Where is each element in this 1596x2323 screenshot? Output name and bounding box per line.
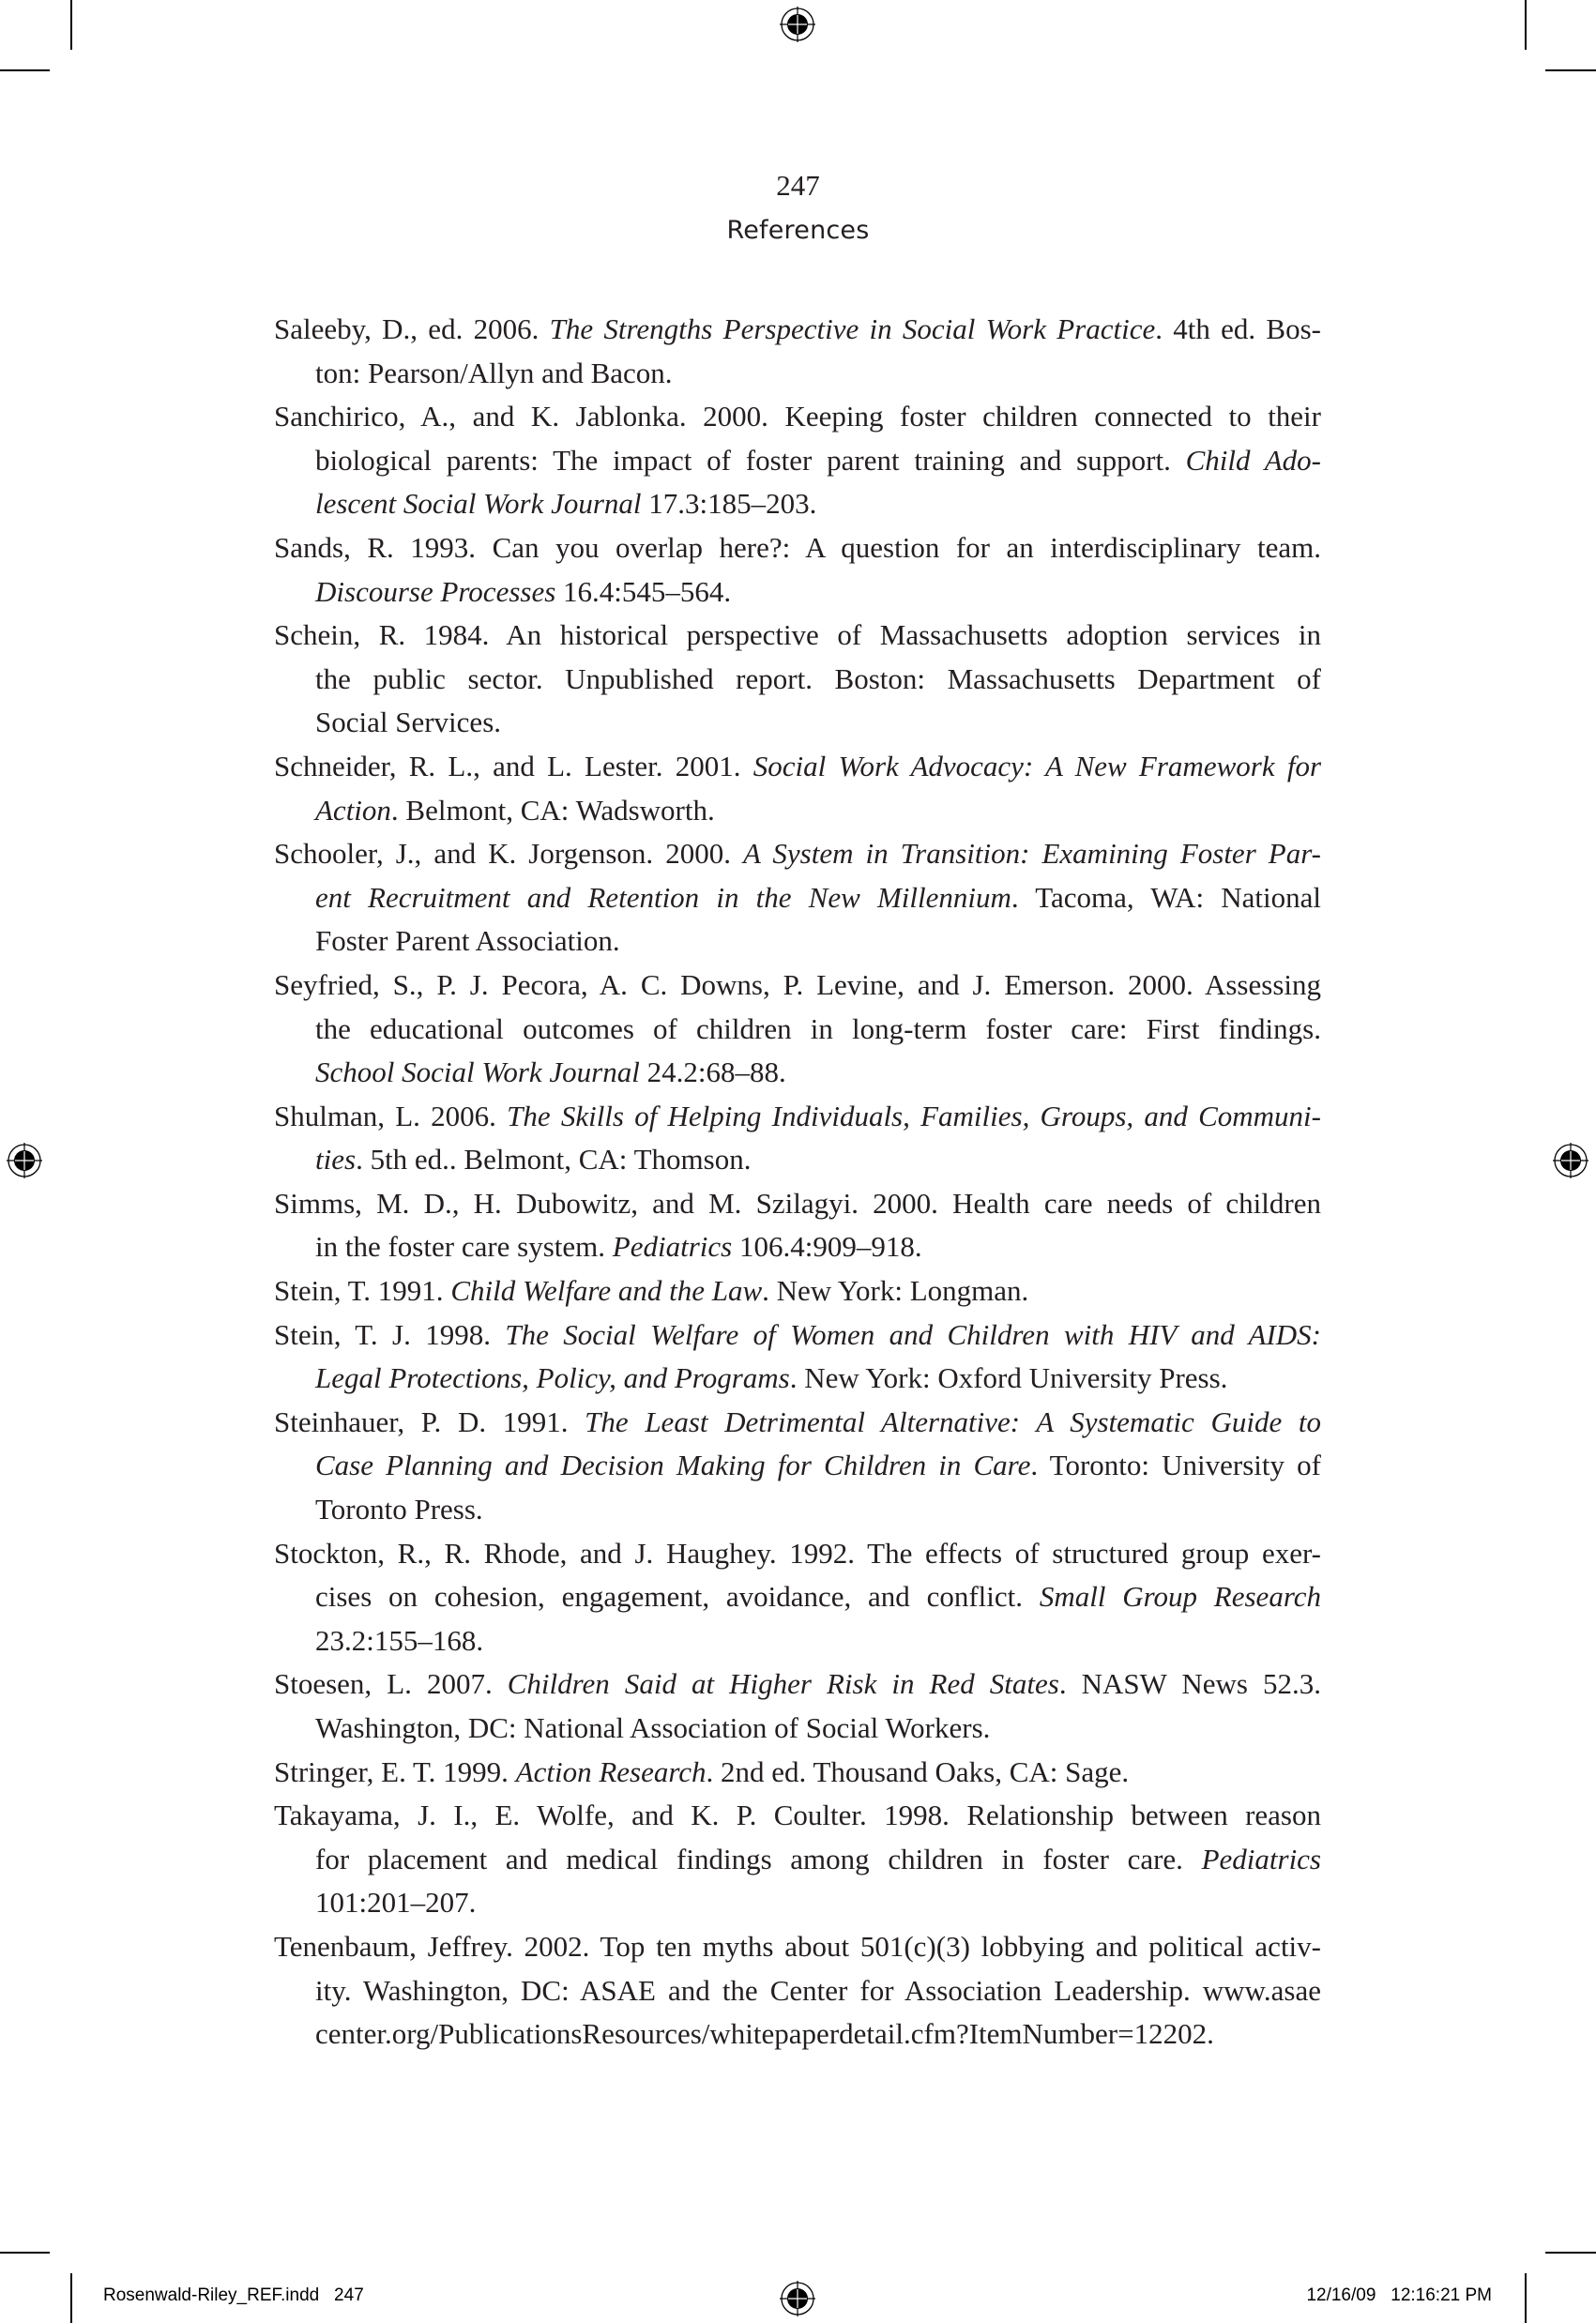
reference-line: [274, 1182, 1321, 1226]
reference-line: [274, 1881, 1321, 1925]
reference-text: biological parents: The impact of foster parent training and support.: [315, 443, 1186, 477]
reference-entry: [274, 1663, 1321, 1750]
reference-italic-text: A System in Transition: Examining Foster Par-: [742, 837, 1321, 871]
reference-entry: [274, 1401, 1321, 1532]
reference-italic-text: The Strengths Perspective in Social Work Practice: [549, 312, 1156, 345]
reference-line: [274, 482, 1321, 526]
reference-entry: [274, 1532, 1321, 1663]
registration-mark-right-icon: [1552, 1142, 1589, 1179]
reference-line: [274, 1269, 1321, 1313]
reference-line: [274, 1225, 1321, 1269]
reference-italic-text: lescent Social Work Journal: [315, 487, 642, 521]
reference-text: the educational outcomes of children in long-term foster care: First findings.: [315, 1011, 1321, 1045]
reference-line: [274, 1707, 1321, 1751]
reference-line: [274, 745, 1321, 789]
reference-entry: [274, 395, 1321, 526]
reference-line: [274, 1051, 1321, 1095]
reference-text: . New York: Oxford University Press.: [789, 1361, 1228, 1395]
reference-line: [274, 1313, 1321, 1358]
registration-mark-left-icon: [6, 1142, 43, 1179]
reference-line: [274, 2012, 1321, 2057]
reference-text: . Tacoma, WA: National: [1011, 880, 1322, 914]
reference-entry: [274, 1095, 1321, 1182]
reference-text: Schneider, R. L., and L. Lester. 2001.: [274, 749, 753, 782]
crop-mark-top-left-vertical: [70, 0, 72, 50]
reference-entry: [274, 614, 1321, 745]
reference-line: [274, 1751, 1321, 1795]
crop-mark-bottom-right-vertical: [1525, 2273, 1527, 2323]
reference-line: [274, 964, 1321, 1008]
reference-line: [274, 919, 1321, 964]
reference-italic-text: Action Research: [515, 1754, 707, 1788]
reference-entry: [274, 1182, 1321, 1269]
reference-text: . New York: Longman.: [762, 1274, 1029, 1308]
reference-italic-text: Child Ado-: [1185, 443, 1321, 477]
reference-line: [274, 1663, 1321, 1707]
reference-text: . Toronto: University of: [1030, 1449, 1321, 1482]
reference-line: [274, 701, 1321, 745]
reference-line: [274, 1532, 1321, 1576]
crop-mark-top-right-vertical: [1525, 0, 1527, 50]
reference-line: [274, 439, 1321, 483]
reference-line: [274, 789, 1321, 833]
reference-entry: [274, 526, 1321, 614]
reference-text: 24.2:68–88.: [639, 1055, 786, 1089]
reference-text: 101:201–207.: [315, 1886, 477, 1920]
reference-text: Washington, DC: National Association of Social Workers.: [315, 1711, 991, 1744]
reference-text: ity. Washington, DC: ASAE and the Center for Association Leadership. www.asae: [315, 1973, 1321, 2007]
reference-text: . 4th ed. Bos-: [1155, 312, 1321, 345]
reference-line: [274, 1095, 1321, 1139]
reference-italic-text: Pediatrics: [1201, 1842, 1321, 1875]
reference-line: [274, 1925, 1321, 1969]
reference-italic-text: Action: [315, 793, 391, 827]
reference-text: in the foster care system.: [315, 1230, 613, 1264]
reference-line: [274, 395, 1321, 439]
crop-mark-top-left-horizontal: [0, 69, 50, 71]
reference-line: [274, 658, 1321, 702]
reference-list: [274, 308, 1321, 2057]
reference-text: Simms, M. D., H. Dubowitz, and M. Szilagyi. 2000. Health care needs of children: [274, 1186, 1321, 1220]
reference-text: Foster Parent Association.: [315, 924, 620, 958]
reference-italic-text: The Skills of Helping Individuals, Families, Groups, and Communi-: [507, 1099, 1321, 1132]
reference-italic-text: Case Planning and Decision Making for Children in Care: [315, 1449, 1031, 1482]
reference-text: Stockton, R., R. Rhode, and J. Haughey. 1992. The effects of structured group exer-: [274, 1536, 1321, 1570]
reference-line: [274, 526, 1321, 570]
reference-text: Seyfried, S., P. J. Pecora, A. C. Downs, P. Levine, and J. Emerson. 2000. Assessing: [274, 967, 1321, 1001]
page-number: 247: [776, 169, 820, 202]
reference-text: Schein, R. 1984. An historical perspective of Massachusetts adoption services in: [274, 618, 1321, 652]
reference-italic-text: The Social Welfare of Women and Children with HIV and AIDS:: [505, 1317, 1321, 1351]
reference-text: Takayama, J. I., E. Wolfe, and K. P. Coulter. 1998. Relationship between reason: [274, 1799, 1321, 1832]
reference-italic-text: ties: [315, 1143, 357, 1177]
reference-italic-text: Discourse Processes: [315, 574, 556, 608]
reference-text: center.org/PublicationsResources/whitepaperdetail.cfm?ItemNumber=12202.: [315, 2017, 1214, 2051]
reference-text: Stringer, E. T. 1999.: [274, 1754, 516, 1788]
reference-text: for placement and medical findings among children in foster care.: [315, 1842, 1202, 1875]
reference-line: [274, 876, 1321, 920]
reference-italic-text: Child Welfare and the Law: [450, 1274, 763, 1308]
reference-line: [274, 1488, 1321, 1532]
reference-line: [274, 1619, 1321, 1663]
reference-text: Steinhauer, P. D. 1991.: [274, 1404, 585, 1438]
reference-italic-text: Legal Protections, Policy, and Programs: [315, 1361, 790, 1395]
reference-text: 16.4:545–564.: [555, 574, 732, 608]
reference-text: ton: Pearson/Allyn and Bacon.: [315, 356, 673, 389]
reference-text: Tenenbaum, Jeffrey. 2002. Top ten myths about 501(c)(3) lobbying and political activ-: [274, 1929, 1321, 1963]
reference-entry: [274, 745, 1321, 832]
reference-italic-text: Social Work Advocacy: A New Framework for: [752, 749, 1322, 782]
reference-italic-text: ent Recruitment and Retention in the New Millennium: [315, 880, 1011, 914]
reference-italic-text: The Least Detrimental Alternative: A Systematic Guide to: [585, 1404, 1321, 1438]
reference-text: 17.3:185–203.: [641, 487, 817, 521]
reference-text: Toronto Press.: [315, 1493, 483, 1526]
reference-entry: [274, 1925, 1321, 2057]
reference-line: [274, 1575, 1321, 1619]
reference-text: 23.2:155–168.: [315, 1623, 484, 1657]
reference-text: Sanchirico, A., and K. Jablonka. 2000. Keeping foster children connected to their: [274, 400, 1321, 433]
reference-text: cises on cohesion, engagement, avoidance, and conflict.: [315, 1580, 1040, 1614]
crop-mark-top-right-horizontal: [1545, 69, 1596, 71]
reference-line: [274, 832, 1321, 876]
registration-mark-bottom-icon: [779, 2280, 816, 2317]
reference-entry: [274, 832, 1321, 964]
reference-entry: [274, 308, 1321, 395]
reference-text: Shulman, L. 2006.: [274, 1099, 508, 1132]
reference-text: Social Services.: [315, 706, 502, 739]
reference-italic-text: School Social Work Journal: [315, 1055, 640, 1089]
reference-line: [274, 570, 1321, 615]
reference-line: [274, 1401, 1321, 1445]
reference-text: . 5th ed.. Belmont, CA: Thomson.: [356, 1143, 752, 1177]
reference-text: 106.4:909–918.: [732, 1230, 922, 1264]
reference-line: [274, 1444, 1321, 1488]
crop-mark-bottom-right-horizontal: [1545, 2252, 1596, 2254]
reference-entry: [274, 1794, 1321, 1925]
reference-line: [274, 1794, 1321, 1838]
slug-file-label: Rosenwald-Riley_REF.indd 247: [103, 2285, 364, 2305]
reference-italic-text: Small Group Research: [1039, 1580, 1321, 1614]
registration-mark-top-icon: [779, 6, 816, 43]
reference-entry: [274, 1313, 1321, 1401]
reference-text: Schooler, J., and K. Jorgenson. 2000.: [274, 837, 743, 871]
reference-entry: [274, 1751, 1321, 1795]
reference-line: [274, 1008, 1321, 1052]
reference-text: Stoesen, L. 2007.: [274, 1667, 508, 1701]
reference-text: the public sector. Unpublished report. Boston: Massachusetts Department of: [315, 661, 1321, 695]
reference-line: [274, 1969, 1321, 2013]
reference-line: [274, 1838, 1321, 1882]
reference-text: Stein, T. 1991.: [274, 1274, 451, 1308]
reference-text: Sands, R. 1993. Can you overlap here?: A question for an interdisciplinary team.: [274, 530, 1321, 564]
reference-text: . 2nd ed. Thousand Oaks, CA: Sage.: [706, 1754, 1130, 1788]
crop-mark-bottom-left-horizontal: [0, 2252, 50, 2254]
reference-line: [274, 1357, 1321, 1401]
reference-line: [274, 614, 1321, 658]
reference-italic-text: Children Said at Higher Risk in Red States: [507, 1667, 1059, 1701]
reference-text: Stein, T. J. 1998.: [274, 1317, 506, 1351]
slug-timestamp: 12/16/09 12:16:21 PM: [1306, 2285, 1492, 2305]
crop-mark-bottom-left-vertical: [70, 2273, 72, 2323]
reference-line: [274, 352, 1321, 396]
reference-text: . Belmont, CA: Wadsworth.: [390, 793, 715, 827]
reference-text: Saleeby, D., ed. 2006.: [274, 312, 550, 345]
reference-italic-text: Pediatrics: [612, 1230, 733, 1264]
reference-line: [274, 1138, 1321, 1182]
reference-text: . NASW News 52.3.: [1058, 1667, 1322, 1701]
reference-entry: [274, 1269, 1321, 1313]
reference-line: [274, 308, 1321, 352]
running-head: References: [726, 216, 870, 245]
reference-entry: [274, 964, 1321, 1095]
